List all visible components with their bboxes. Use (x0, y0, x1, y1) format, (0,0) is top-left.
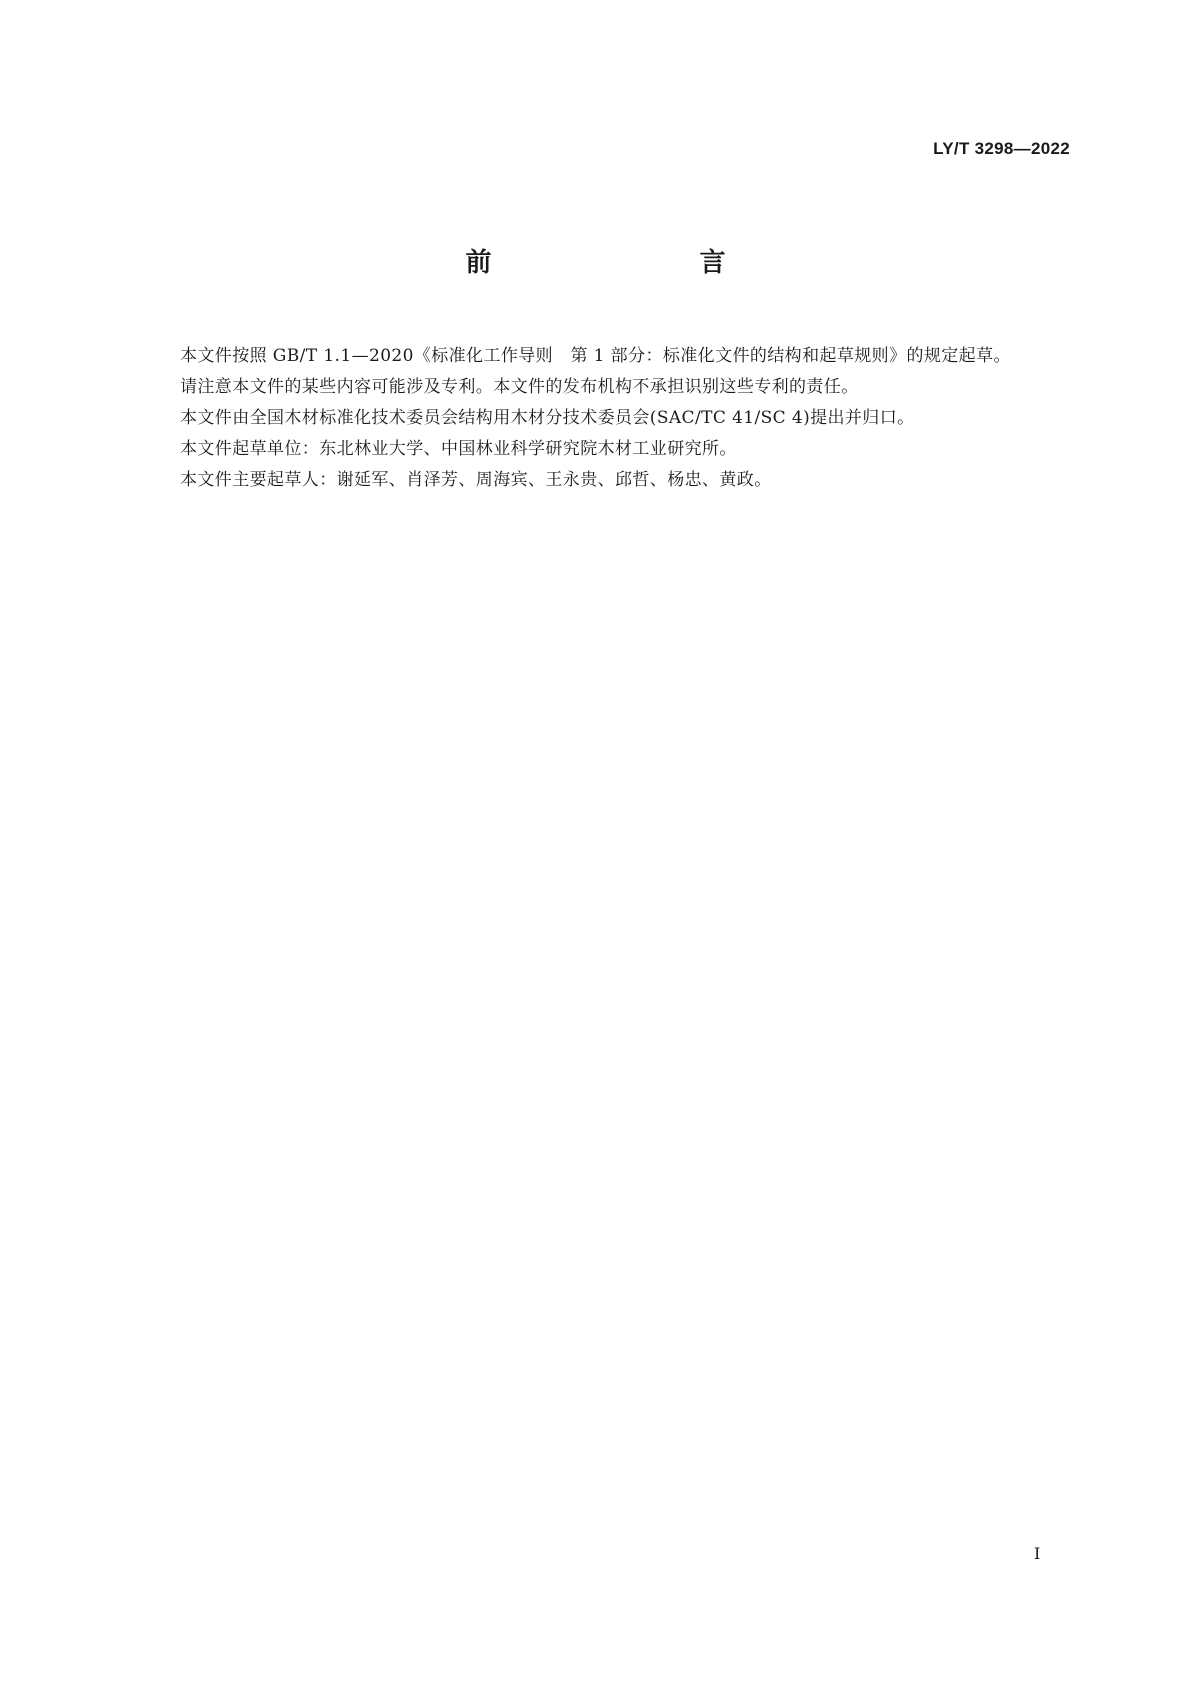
page-number: Ⅰ (1034, 1546, 1041, 1563)
paragraph-drafting-rules: 本文件按照 GB/T 1.1—2020《标准化工作导则 第 1 部分：标准化文件的结构和起草规则》的规定起草。 (180, 346, 1011, 366)
paragraph-drafting-units: 本文件起草单位：东北林业大学、中国林业科学研究院木材工业研究所。 (180, 439, 737, 459)
preface-body (143, 341, 1071, 496)
page-title: 前 言 (465, 248, 778, 278)
paragraph-proposer: 本文件由全国木材标准化技术委员会结构用木材分技术委员会(SAC/TC 41/SC 4)提出并归口。 (180, 408, 915, 428)
paragraph-drafters: 本文件主要起草人：谢延军、肖泽芳、周海宾、王永贵、邱哲、杨忠、黄政。 (180, 470, 772, 490)
paragraph-patent-notice: 请注意本文件的某些内容可能涉及专利。本文件的发布机构不承担识别这些专利的责任。 (180, 377, 859, 397)
standard-code: LY/T 3298—2022 (933, 139, 1070, 158)
